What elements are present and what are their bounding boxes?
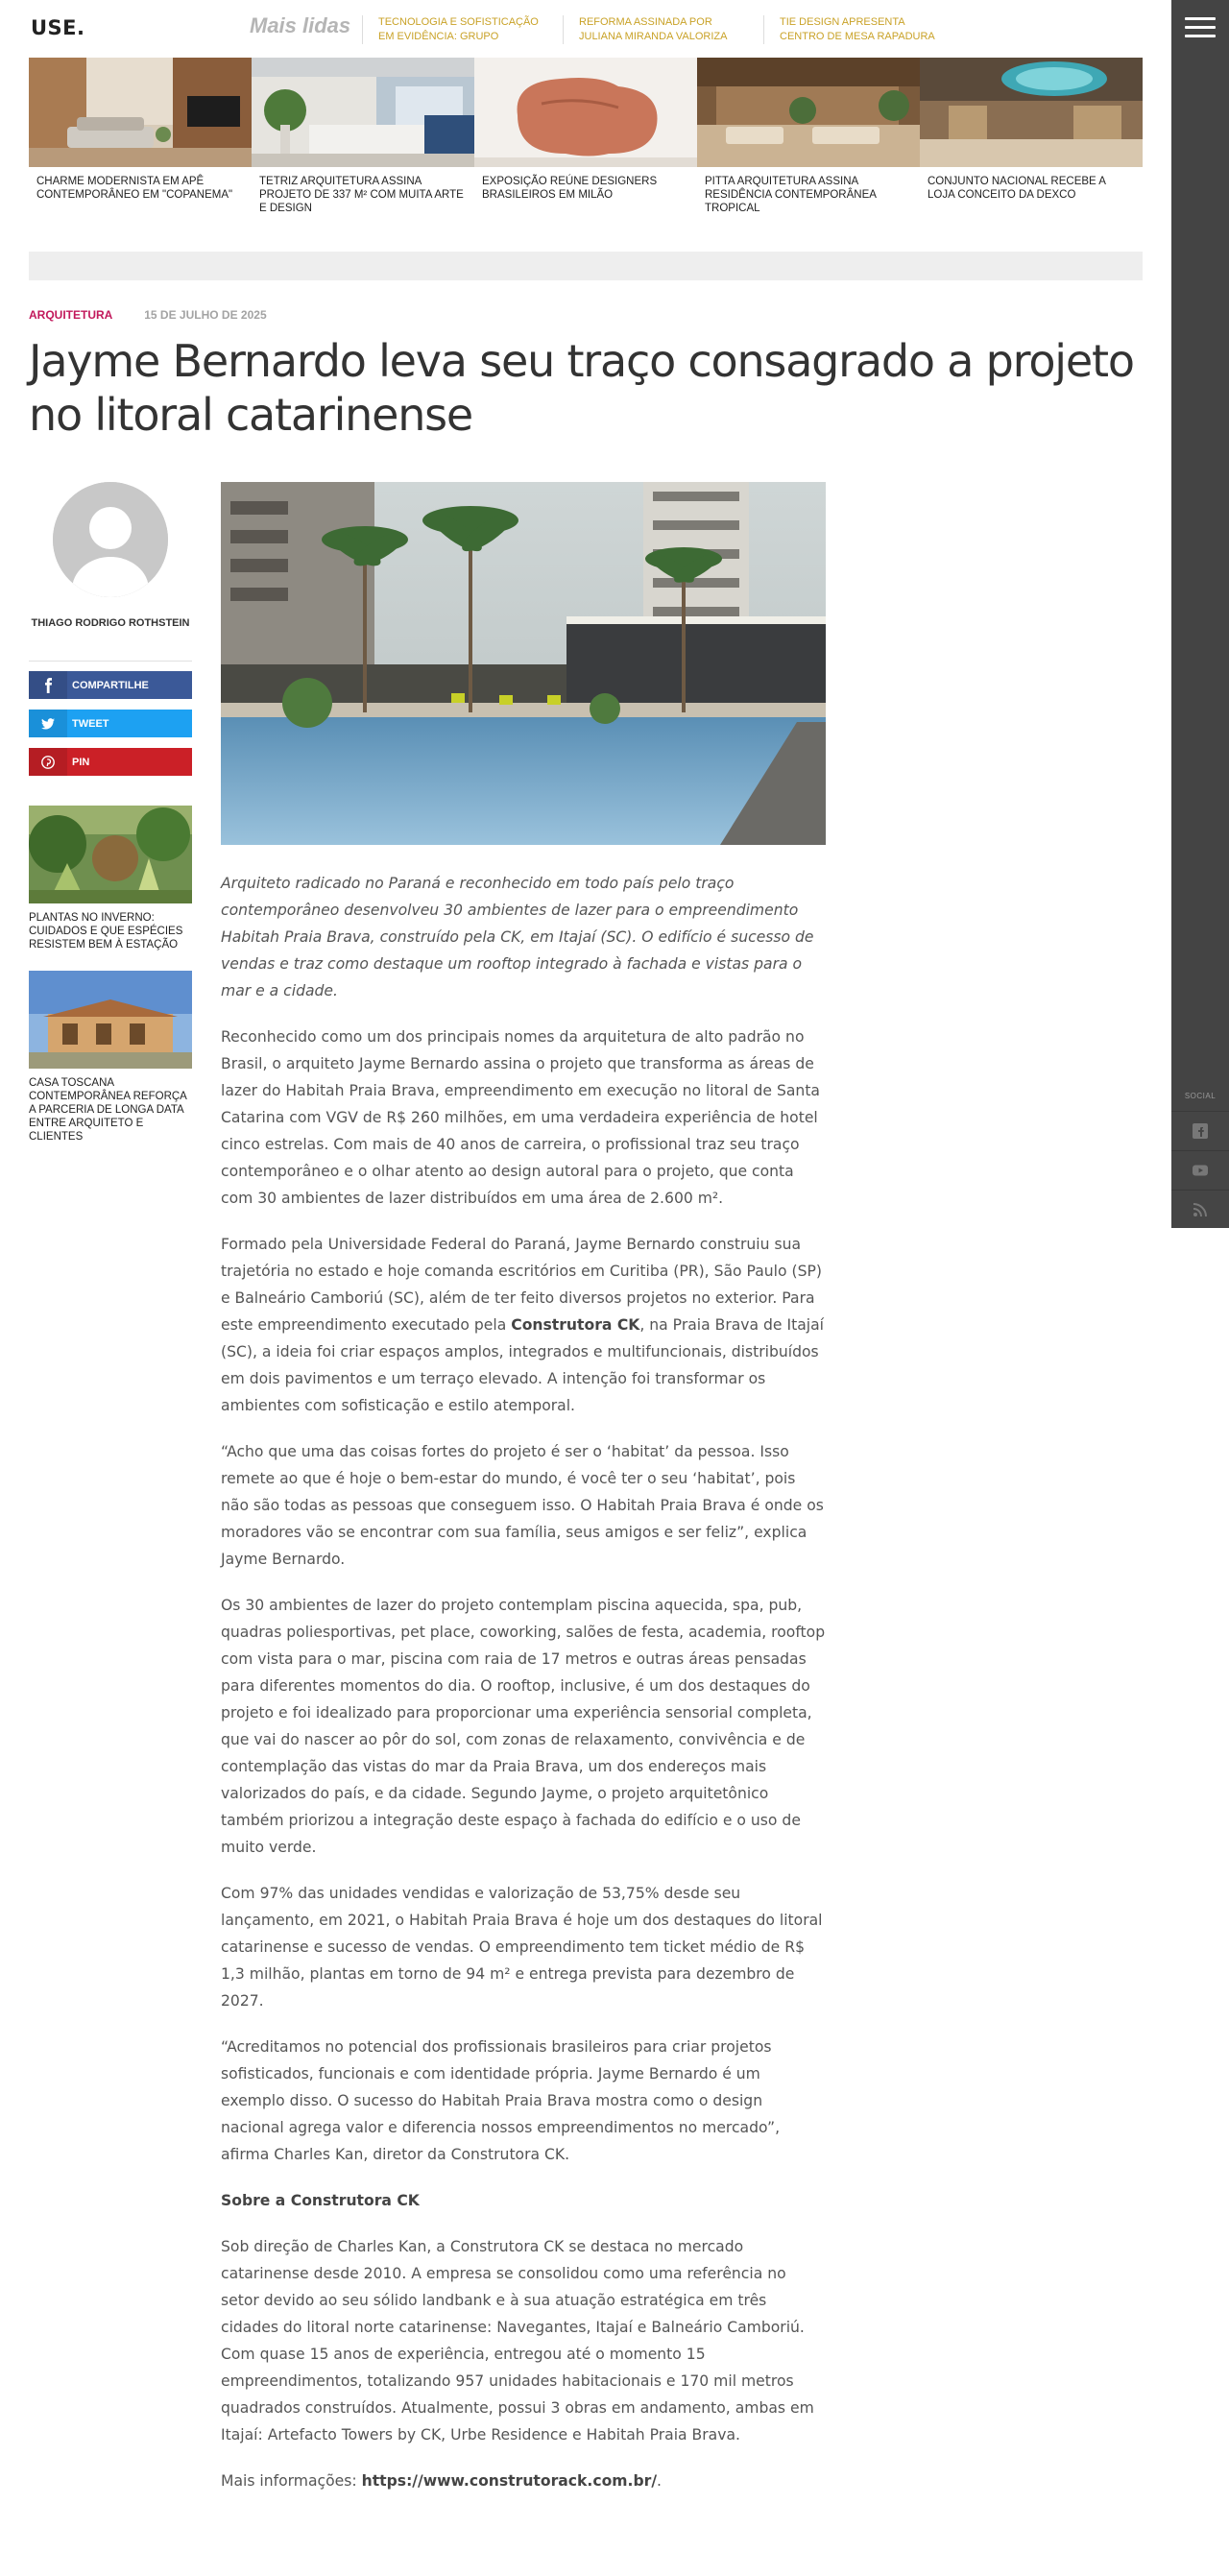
- featured-image[interactable]: [252, 58, 474, 167]
- author-avatar[interactable]: [53, 482, 168, 597]
- social-label: SOCIAL: [1184, 1092, 1217, 1100]
- section-subheading: Sobre a Construtora CK: [221, 2192, 420, 2209]
- twitter-icon: [29, 710, 67, 737]
- related-image[interactable]: [29, 806, 192, 903]
- related-caption[interactable]: PLANTAS NO INVERNO: CUIDADOS E QUE ESPÉCIES RESISTEM BEM À ESTAÇÃO: [29, 912, 183, 951]
- article-paragraph: “Acho que uma das coisas fortes do projeto é ser o ‘habitat’ da pessoa. Isso remete ao que é hoje o bem-estar do mundo, é você ter o seu ‘habitat’, pois não são todas as pessoas que conseguem isso. O Habitah Praia Brava é onde os moradores vão se encontrar com sua família, seus amigos e ser feliz”, explica Jayme Bernardo.: [221, 1443, 824, 1568]
- article-paragraph: Com 97% das unidades vendidas e valorização de 53,75% desde seu lançamento, em 2021, o Habitah Praia Brava é hoje um dos destaques do litoral catarinense e sucesso de vendas. O empreendimento tem ticket médio de R$ 1,3 milhão, plantas em torno de 94 m² e entrega prevista para dezembro de 2027.: [221, 1885, 823, 2010]
- article-paragraph: [221, 2468, 826, 2494]
- author-name[interactable]: THIAGO RODRIGO ROTHSTEIN: [31, 617, 190, 629]
- related-card[interactable]: [29, 971, 192, 1144]
- top-links: [362, 15, 964, 44]
- ad-banner: [29, 252, 1143, 280]
- featured-item[interactable]: [474, 58, 697, 215]
- paragraph-strong: Construtora CK: [511, 1316, 640, 1334]
- share-pinterest-label: PIN: [72, 756, 90, 768]
- featured-item[interactable]: [920, 58, 1143, 215]
- featured-caption[interactable]: EXPOSIÇÃO REÚNE DESIGNERS BRASILEIROS EM MILÃO: [482, 176, 658, 201]
- featured-caption[interactable]: CHARME MODERNISTA EM APÊ CONTEMPORÂNEO EM "COPANEMA": [36, 176, 233, 201]
- site-header: [0, 0, 1171, 58]
- featured-strip: [29, 58, 1143, 215]
- facebook-icon[interactable]: [1171, 1111, 1229, 1149]
- share-twitter-label: TWEET: [72, 717, 109, 730]
- featured-caption[interactable]: TETRIZ ARQUITETURA ASSINA PROJETO DE 337 M² COM MUITA ARTE E DESIGN: [259, 176, 464, 214]
- publish-date: 15 DE JULHO DE 2025: [144, 308, 267, 322]
- related-card[interactable]: [29, 806, 192, 951]
- featured-item[interactable]: [29, 58, 252, 215]
- featured-image[interactable]: [474, 58, 697, 167]
- top-link[interactable]: REFORMA ASSINADA POR JULIANA MIRANDA VALORIZA: [563, 15, 763, 44]
- share-facebook-button[interactable]: [29, 671, 192, 699]
- featured-image[interactable]: [29, 58, 252, 167]
- more-info-label: Mais informações:: [221, 2472, 362, 2490]
- article-lead: Arquiteto radicado no Paraná e reconhecido em todo país pelo traço contemporâneo desenvolveu 30 ambientes de lazer para o empreendimento Habitah Praia Brava, construído pela CK, em Itajaí (SC). O edifício é sucesso de vendas e traz como destaque um rooftop integrado à fachada e vistas para o mar e a cidade.: [221, 875, 814, 999]
- article-paragraph: Os 30 ambientes de lazer do projeto contemplam piscina aquecida, spa, pub, quadras poliesportivas, pet place, coworking, salões de festa, academia, rooftop com vista para o mar, piscina com raia de 17 metros e outras áreas pensadas para diferentes momentos do dia. O rooftop, inclusive, é um dos destaques do projeto e foi idealizado para proporcionar uma experiência sensorial completa, que vai do nascer ao pôr do sol, com zonas de relaxamento, convivência e de contemplação das vistas do mar da Praia Brava, um dos endereços mais valorizados do país, e da cidade. Segundo Jayme, o projeto arquitetônico também priorizou a integração deste espaço à fachada do edifício e o uso de muito verde.: [221, 1597, 826, 1856]
- article-meta: [29, 308, 267, 322]
- top-link[interactable]: TECNOLOGIA E SOFISTICAÇÃO EM EVIDÊNCIA: GRUPO: [362, 15, 563, 44]
- rss-icon[interactable]: [1171, 1190, 1229, 1228]
- featured-caption[interactable]: CONJUNTO NACIONAL RECEBE A LOJA CONCEITO DA DEXCO: [928, 176, 1106, 201]
- featured-item[interactable]: [697, 58, 920, 215]
- article-title: Jayme Bernardo leva seu traço consagrado a projeto no litoral catarinense: [29, 335, 1134, 441]
- category-link[interactable]: ARQUITETURA: [29, 308, 112, 322]
- featured-item[interactable]: [252, 58, 474, 215]
- youtube-icon[interactable]: [1171, 1150, 1229, 1189]
- pinterest-icon: [29, 748, 67, 776]
- divider: [29, 661, 192, 662]
- featured-image[interactable]: [697, 58, 920, 167]
- featured-caption[interactable]: PITTA ARQUITETURA ASSINA RESIDÊNCIA CONTEMPORÂNEA TROPICAL: [705, 176, 877, 214]
- hamburger-menu-icon[interactable]: [1185, 17, 1216, 42]
- featured-image[interactable]: [920, 58, 1143, 167]
- site-logo[interactable]: USE.: [31, 16, 85, 39]
- article-paragraph: Reconhecido como um dos principais nomes da arquitetura de alto padrão no Brasil, o arquiteto Jayme Bernardo assina o projeto que transforma as áreas de lazer do Habitah Praia Brava, empreendimento em execução no litoral de Santa Catarina com VGV de R$ 260 milhões, em uma verdadeira experiência de hotel cinco estrelas. Com mais de 40 anos de carreira, o profissional traz seu traço contemporâneo e o olhar atento ao design autoral para o projeto, que conta com 30 ambientes de lazer distribuídos em uma área de 2.600 m².: [221, 1028, 820, 1207]
- article-paragraph: “Acreditamos no potencial dos profissionais brasileiros para criar projetos sofisticados, funcionais e com identidade própria. Jayme Bernardo é um exemplo disso. O sucesso do Habitah Praia Brava mostra como o design nacional agrega valor e diferencia nossos empreendimentos no mercado”, afirma Charles Kan, diretor da Construtora CK.: [221, 2038, 781, 2163]
- mais-lidas-label: Mais lidas: [250, 13, 351, 37]
- share-pinterest-button[interactable]: [29, 748, 192, 776]
- top-link[interactable]: TIE DESIGN APRESENTA CENTRO DE MESA RAPADURA: [763, 15, 964, 44]
- more-info-end: .: [657, 2472, 662, 2490]
- article-paragraph: [221, 1231, 826, 1419]
- article-body: [221, 870, 826, 2514]
- share-facebook-label: COMPARTILHE: [72, 679, 149, 691]
- article-hero-image: [221, 482, 826, 845]
- right-sidebar: [1171, 0, 1229, 1227]
- related-caption[interactable]: CASA TOSCANA CONTEMPORÂNEA REFORÇA A PARCERIA DE LONGA DATA ENTRE ARQUITETO E CLIENTES: [29, 1077, 187, 1143]
- facebook-icon: [29, 671, 67, 699]
- related-image[interactable]: [29, 971, 192, 1069]
- paragraph-text: , na Praia Brava de Itajaí (SC), a ideia foi criar espaços amplos, integrados e multifuncionais, distribuídos em dois pavimentos e um terraço elevado. A intenção foi transformar os ambientes com sofisticação e estilo atemporal.: [221, 1316, 824, 1414]
- share-twitter-button[interactable]: [29, 710, 192, 737]
- paragraph-text: Formado pela Universidade Federal do Paraná, Jayme Bernardo construiu sua trajetória no estado e hoje comanda escritórios em Curitiba (PR), São Paulo (SP) e Balneário Camboriú (SC), além de ter feito diversos projetos no exterior. Para este empreendimento executado pela: [221, 1236, 822, 1334]
- article-paragraph: Sob direção de Charles Kan, a Construtora CK se destaca no mercado catarinense desde 2010. A empresa se consolidou como uma referência no setor devido ao seu sólido landbank e à sua atuação estratégica em três cidades do litoral norte catarinense: Navegantes, Itajaí e Balneário Camboriú. Com quase 15 anos de experiência, entregou até o momento 15 empreendimentos, totalizando 957 unidades habitacionais e 170 mil metros quadrados construídos. Atualmente, possui 3 obras em andamento, ambas em Itajaí: Artefacto Towers by CK, Urbe Residence e Habitah Praia Brava.: [221, 2238, 814, 2444]
- more-info-link[interactable]: https://www.construtorack.com.br/: [361, 2472, 658, 2490]
